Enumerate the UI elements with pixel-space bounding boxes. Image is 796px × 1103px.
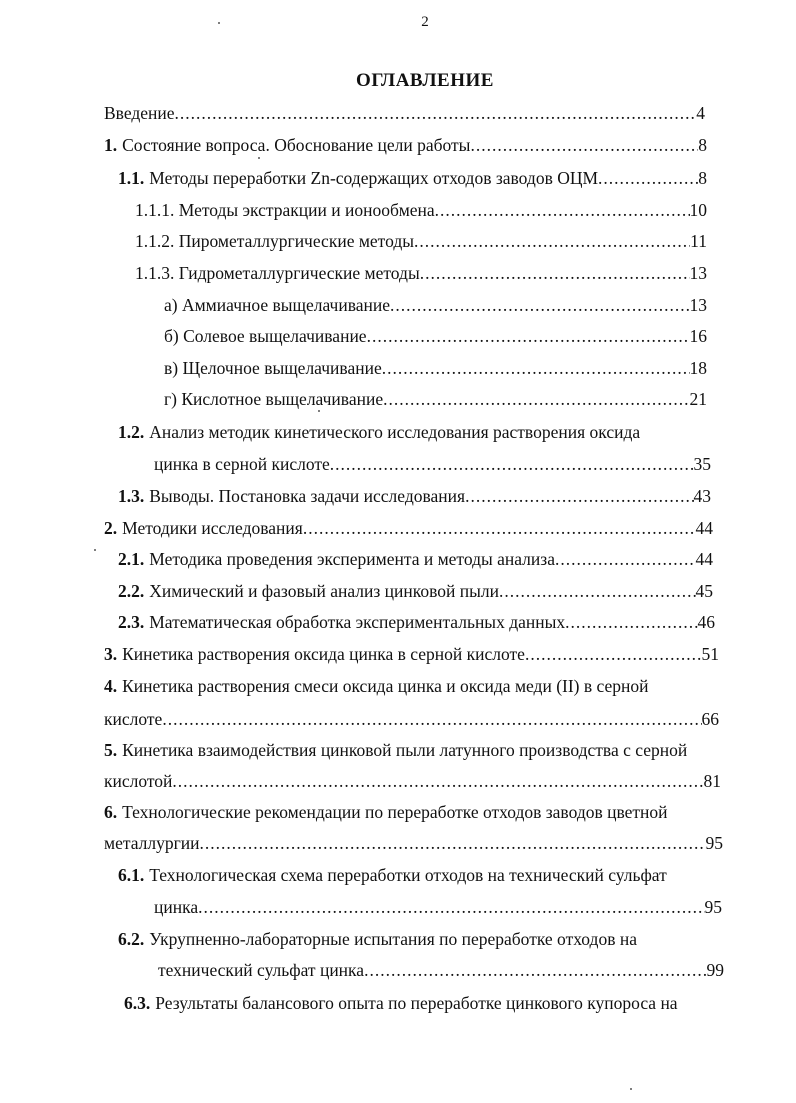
- toc-entry-page: 66: [701, 709, 719, 729]
- dot-leader: [172, 769, 703, 793]
- toc-entry-subsection-a[interactable]: [164, 293, 707, 317]
- scan-speck: [258, 157, 260, 159]
- toc-entry-text: Химический и фазовый анализ цинковой пыли: [149, 581, 499, 601]
- toc-entry-number: 2.: [104, 518, 118, 538]
- dot-leader: [303, 516, 696, 540]
- dot-leader: [162, 707, 701, 731]
- toc-entry-text: Результаты балансового опыта по переработке цинкового купороса на: [155, 993, 678, 1013]
- toc-entry-section-3[interactable]: [104, 642, 719, 666]
- toc-entry-text: технический сульфат цинка: [158, 960, 365, 980]
- toc-entry-text: Анализ методик кинетического исследования растворения оксида: [149, 422, 641, 442]
- dot-leader: [382, 356, 690, 380]
- toc-entry-section-6-2[interactable]: [158, 958, 724, 982]
- dot-leader: [175, 101, 697, 125]
- dot-leader: [390, 293, 690, 317]
- toc-entry-page: 43: [693, 486, 711, 506]
- toc-entry-page: 11: [690, 231, 707, 251]
- dot-leader: [367, 324, 690, 348]
- toc-entry-section-1-1-1[interactable]: [135, 198, 707, 222]
- scan-speck: [630, 1088, 632, 1090]
- toc-entry-text: цинка: [154, 897, 199, 917]
- dot-leader: [383, 387, 689, 411]
- toc-entry-section-6-2-first-line[interactable]: [118, 927, 637, 951]
- toc-entry-section-1-1-2[interactable]: [135, 229, 707, 253]
- toc-entry-subsection-v[interactable]: [164, 356, 707, 380]
- toc-entry-number: 6.3.: [124, 993, 151, 1013]
- toc-entry-section-1-1[interactable]: [118, 166, 707, 190]
- toc-entry-number: 1.3.: [118, 486, 145, 506]
- toc-entry-number: 4.: [104, 676, 118, 696]
- toc-entry-number: 5.: [104, 740, 118, 760]
- page-number: 2: [421, 14, 429, 30]
- toc-entry-text: б) Солевое выщелачивание: [164, 326, 367, 346]
- toc-entry-section-2-1[interactable]: [118, 547, 713, 571]
- toc-entry-section-5-first-line[interactable]: [104, 738, 687, 762]
- toc-entry-number: 6.: [104, 802, 118, 822]
- toc-entry-text: 1.1.3. Гидрометаллургические методы: [135, 263, 420, 283]
- scan-speck: [218, 22, 220, 24]
- toc-entry-page: 13: [689, 295, 707, 315]
- toc-entry-section-6-first-line[interactable]: [104, 800, 668, 824]
- toc-entry-number: 1.1.: [118, 168, 145, 188]
- dot-leader: [198, 895, 704, 919]
- toc-entry-text: Кинетика растворения оксида цинка в серной кислоте: [122, 644, 525, 664]
- toc-entry-text: а) Аммиачное выщелачивание: [164, 295, 390, 315]
- toc-entry-page: 8: [698, 168, 707, 188]
- toc-entry-text: кислотой: [104, 771, 173, 791]
- toc-entry-section-2[interactable]: [104, 516, 713, 540]
- toc-entry-section-2-2[interactable]: [118, 579, 713, 603]
- toc-entry-page: 4: [696, 103, 705, 123]
- dot-leader: [420, 261, 690, 285]
- toc-entry-text: Укрупненно-лабораторные испытания по переработке отходов на: [149, 929, 637, 949]
- toc-entry-text: г) Кислотное выщелачивание: [164, 389, 384, 409]
- toc-entry-page: 21: [689, 389, 707, 409]
- toc-entry-page: 10: [689, 200, 707, 220]
- dot-leader: [525, 642, 702, 666]
- toc-entry-text: Кинетика взаимодействия цинковой пыли латунного производства с серной: [122, 740, 688, 760]
- toc-entry-page: 95: [705, 833, 723, 853]
- toc-entry-number: 2.2.: [118, 581, 145, 601]
- toc-entry-section-1-1-3[interactable]: [135, 261, 707, 285]
- dot-leader: [555, 547, 696, 571]
- dot-leader: [414, 229, 690, 253]
- toc-entry-subsection-b[interactable]: [164, 324, 707, 348]
- toc-entry-text: Методики исследования: [122, 518, 303, 538]
- toc-entry-page: 16: [689, 326, 707, 346]
- toc-entry-text: Кинетика растворения смеси оксида цинка и оксида меди (II) в серной: [122, 676, 649, 696]
- toc-entry-section-2-3[interactable]: [118, 610, 715, 634]
- toc-title: ОГЛАВЛЕНИЕ: [356, 70, 494, 91]
- toc-entry-section-4-first-line[interactable]: [104, 674, 649, 698]
- toc-entry-text: в) Щелочное выщелачивание: [164, 358, 382, 378]
- toc-entry-page: 18: [689, 358, 707, 378]
- toc-entry-text: Методы переработки Zn-содержащих отходов заводов ОЦМ: [149, 168, 599, 188]
- toc-entry-section-4[interactable]: [104, 707, 719, 731]
- dot-leader: [364, 958, 706, 982]
- toc-entry-text: Методика проведения эксперимента и методы анализа: [149, 549, 555, 569]
- toc-entry-section-6-1-first-line[interactable]: [118, 863, 667, 887]
- dot-leader: [598, 166, 698, 190]
- scan-speck: [94, 549, 96, 551]
- dot-leader: [470, 133, 698, 157]
- toc-entry-text: Технологическая схема переработки отходов на технический сульфат: [149, 865, 667, 885]
- toc-entry-text: Математическая обработка экспериментальных данных: [149, 612, 566, 632]
- toc-entry-section-1-3[interactable]: [118, 484, 711, 508]
- toc-entry-page: 35: [693, 454, 711, 474]
- dot-leader: [200, 831, 706, 855]
- toc-entry-page: 81: [703, 771, 721, 791]
- toc-entry-subsection-g[interactable]: [164, 387, 707, 411]
- toc-entry-section-1[interactable]: [104, 133, 707, 157]
- toc-entry-page: 51: [701, 644, 719, 664]
- toc-entry-text: Выводы. Постановка задачи исследования: [149, 486, 466, 506]
- toc-entry-number: 6.1.: [118, 865, 145, 885]
- scan-speck: [318, 410, 320, 412]
- dot-leader: [435, 198, 690, 222]
- toc-entry-text: металлургии: [104, 833, 200, 853]
- toc-entry-page: 8: [698, 135, 707, 155]
- toc-entry-text: кислоте: [104, 709, 163, 729]
- toc-entry-page: 99: [706, 960, 724, 980]
- toc-entry-number: 2.3.: [118, 612, 145, 632]
- toc-entry-section-6-1[interactable]: [154, 895, 722, 919]
- toc-entry-number: 1.: [104, 135, 118, 155]
- dot-leader: [330, 452, 694, 476]
- toc-entry-page: 44: [695, 518, 713, 538]
- toc-entry-text: Введение: [104, 103, 175, 123]
- toc-entry-intro[interactable]: [104, 101, 705, 125]
- toc-entry-page: 95: [704, 897, 722, 917]
- toc-entry-text: 1.1.1. Методы экстракции и ионообмена: [135, 200, 435, 220]
- toc-entry-number: 2.1.: [118, 549, 145, 569]
- toc-entry-number: 6.2.: [118, 929, 145, 949]
- dot-leader: [465, 484, 693, 508]
- toc-entry-section-5[interactable]: [104, 769, 721, 793]
- toc-entry-page: 44: [695, 549, 713, 569]
- toc-entry-text: Технологические рекомендации по переработке отходов заводов цветной: [122, 802, 668, 822]
- toc-entry-page: 46: [697, 612, 715, 632]
- toc-entry-text: цинка в серной кислоте: [154, 454, 330, 474]
- dot-leader: [565, 610, 697, 634]
- toc-entry-section-6[interactable]: [104, 831, 723, 855]
- dot-leader: [499, 579, 696, 603]
- toc-entry-section-1-2-first-line[interactable]: [118, 420, 640, 444]
- toc-entry-text: Состояние вопроса. Обоснование цели работы: [122, 135, 471, 155]
- toc-entry-number: 1.2.: [118, 422, 145, 442]
- toc-entry-section-1-2[interactable]: [154, 452, 711, 476]
- toc-entry-page: 13: [689, 263, 707, 283]
- toc-entry-text: 1.1.2. Пирометаллургические методы: [135, 231, 415, 251]
- toc-entry-section-6-3-first-line[interactable]: [124, 991, 678, 1015]
- toc-entry-page: 45: [695, 581, 713, 601]
- toc-entry-number: 3.: [104, 644, 118, 664]
